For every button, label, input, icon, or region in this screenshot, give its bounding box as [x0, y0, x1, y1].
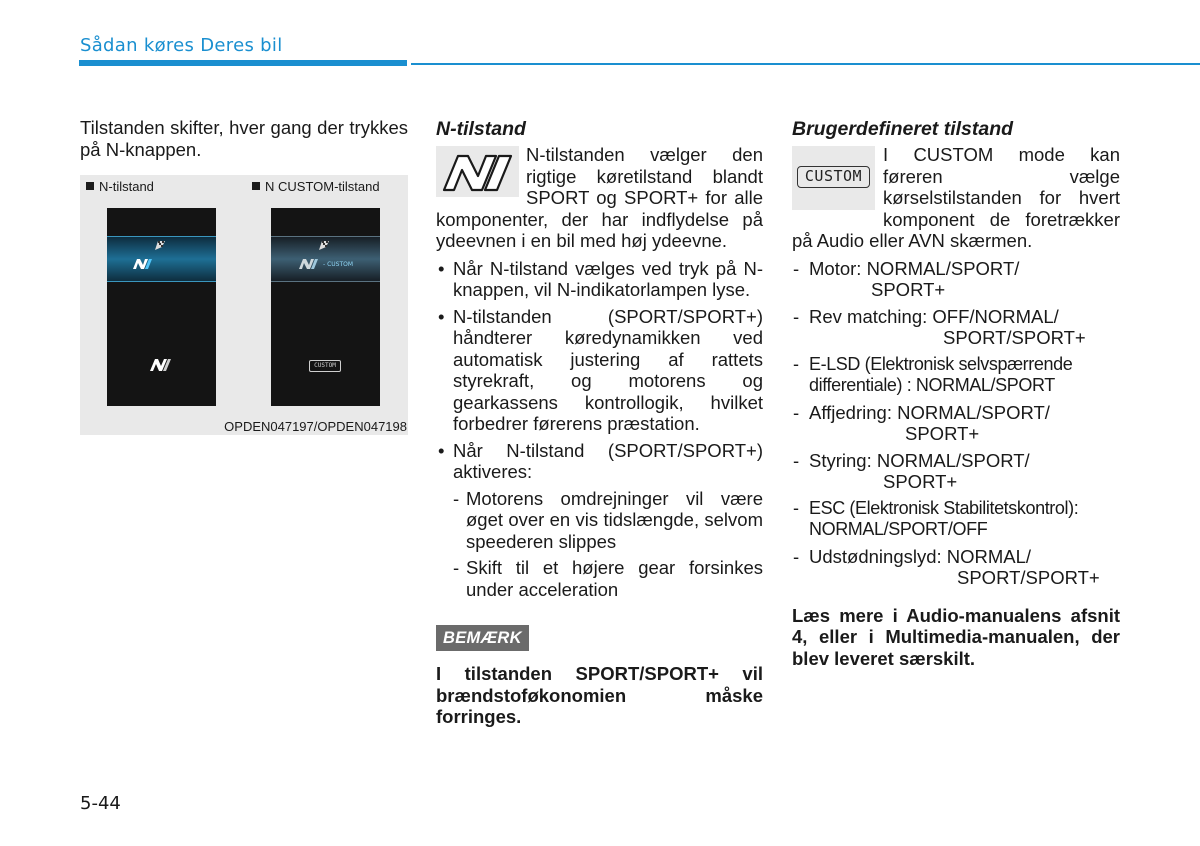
section-title: Sådan køres Deres bil: [80, 35, 283, 56]
list-item: - E-LSD (Elektronisk selvspærrende differentiale) : NORMAL/SPORT: [792, 354, 1120, 397]
n-badge-icon: [436, 146, 519, 197]
page-number: 5-44: [80, 793, 121, 814]
list-item: - Skift til et højere gear forsinkes under acceleration: [453, 557, 763, 600]
mode-screens-figure: [80, 175, 408, 435]
custom-button-icon: CUSTOM: [797, 166, 870, 188]
figure-label-custom-mode: N CUSTOM-tilstand: [252, 179, 380, 194]
intro-text: Tilstanden skifter, hver gang der trykkes på N-knappen.: [80, 117, 408, 160]
n-mode-screen: [107, 208, 216, 406]
figure-label-n-mode: N-tilstand: [86, 179, 154, 194]
list-item: - Affjedring: NORMAL/SPORT/ SPORT+: [792, 402, 1120, 445]
note-badge: BEMÆRK: [436, 625, 529, 651]
n-mode-heading: N-tilstand: [436, 118, 526, 140]
column-3: [792, 117, 1120, 669]
list-item: • N-tilstanden (SPORT/SPORT+) håndterer køredynamikken ved automatisk justering af rattets styrekraft, og motorens og gearkassens kontrollogik, hvilket forbedrer førerens præstation.: [436, 306, 763, 435]
list-item: - Rev matching: OFF/NORMAL/ SPORT/SPORT+: [792, 306, 1120, 349]
square-bullet-icon: [86, 182, 94, 190]
list-item: - Udstødningslyd: NORMAL/ SPORT/SPORT+: [792, 546, 1120, 589]
list-item: • Når N-tilstand (SPORT/SPORT+) aktiveres: - Motorens omdrejninger vil være øget over en vis tidslængde, selvom speederen slippes - Skift til et højere gear forsinkes under acceleration: [436, 440, 763, 601]
column-2: [436, 117, 763, 728]
list-item: - Motorens omdrejninger vil være øget over en vis tidslængde, selvom speederen slippes: [453, 488, 763, 553]
list-item: • Når N-tilstand vælges ved tryk på N-knappen, vil N-indikatorlampen lyse.: [436, 258, 763, 301]
n-indicator-icon: [148, 358, 172, 372]
header-rule-thin: [411, 63, 1200, 65]
n-custom-mode-screen: [271, 208, 380, 406]
n-logo-icon: [297, 258, 319, 270]
custom-mode-settings-list: [792, 258, 1120, 589]
screen-custom-label: - CUSTOM: [323, 261, 354, 268]
note-text: I tilstanden SPORT/SPORT+ vil brændstoføkonomien måske forringes.: [436, 663, 763, 727]
checkered-flag-icon: [153, 240, 167, 251]
n-mode-intro: N-tilstanden vælger den rigtige køretilstand blandt SPORT og SPORT+ for alle komponenter, der har indflydelse på ydeevnen i en bil med høj ydeevne.: [436, 144, 763, 251]
column-1: [80, 117, 408, 160]
custom-indicator-badge: CUSTOM: [309, 360, 341, 372]
n-logo-icon: [131, 258, 153, 270]
header-rule-thick: [79, 60, 407, 66]
checkered-flag-icon: [317, 240, 331, 251]
n-logo-box: [436, 146, 519, 197]
square-bullet-icon: [252, 182, 260, 190]
custom-mode-intro: I CUSTOM mode kan føreren vælge kørselstilstanden for hvert komponent de foretrækker på Audio eller AVN skærmen.: [792, 144, 1120, 251]
figure-code: OPDEN047197/OPDEN047198: [224, 419, 407, 434]
list-item: - Motor: NORMAL/SPORT/ SPORT+: [792, 258, 1120, 301]
n-mode-sub-list: [453, 488, 763, 601]
list-item: - ESC (Elektronisk Stabilitetskontrol): NORMAL/SPORT/OFF: [792, 498, 1120, 541]
list-item: - Styring: NORMAL/SPORT/ SPORT+: [792, 450, 1120, 493]
n-mode-bullets: [436, 258, 763, 601]
custom-mode-heading: Brugerdefineret tilstand: [792, 118, 1014, 140]
see-also-text: Læs mere i Audio-manualens afsnit 4, eller i Multimedia-manualen, der blev leveret særskilt.: [792, 604, 1120, 669]
custom-button-box: [792, 146, 875, 210]
